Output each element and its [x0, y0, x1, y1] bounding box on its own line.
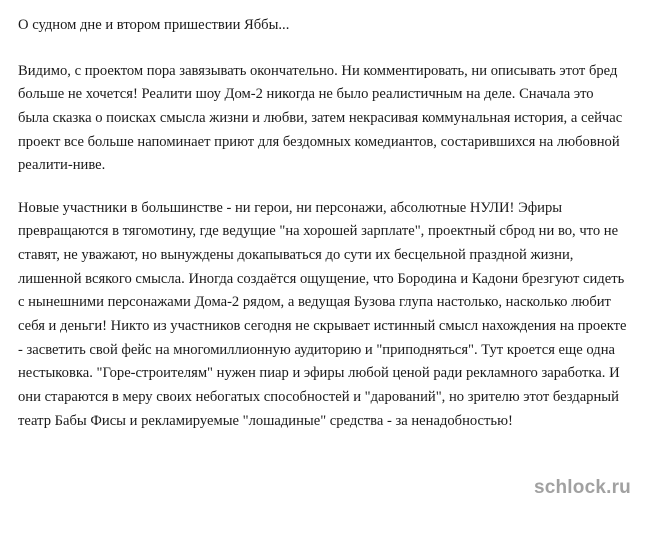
watermark-label: schlock.ru — [533, 477, 631, 498]
article-paragraph: Новые участники в большинстве - ни герои, ни персонажи, абсолютные НУЛИ! Эфиры превращаются в тягомотину, где ведущие "на хорошей зарплате", проектный сброд ни во, что не ставят, не уважают, но вынуждены докапываться до сути их бесцельной праздной жизни, лишенной всякого смысла. Иногда создаётся ощущение, что Бородина и Кадони брезгуют сидеть с нынешними персонажами Дома-2 рядом, а ведущая Бузова глупа настолько, насколько любит себя и деньги! Никто из участников сегодня не скрывает истинный смысл нахождения на проекте - засветить свой фейс на многомиллионную аудиторию и "приподняться". Тут кроется еще одна нестыковка. "Горе-строителям" нужен пиар и эфиры любой ценой ради рекламного заработка. И они стараются в меру своих небогатых способностей и "дарований", но зрителю этот бездарный театр Бабы Фисы и рекламируемые "лошадиные" средства - за ненадобностью! — [18, 199, 627, 429]
article-paragraph: Видимо, с проектом пора завязывать окончательно. Ни комментировать, ни описывать этот бред больше не хочется! Реалити шоу Дом-2 никогда не было реалистичным на деле. Сначала это была сказка о поисках смысла жизни и любви, затем некрасивая коммунальная история, а сейчас проект все больше напоминает приют для бездомных комедиантов, состарившихся на любовной реалити-ниве. — [18, 62, 623, 174]
article-body — [18, 14, 627, 433]
article-title: О судном дне и втором пришествии Яббы... — [18, 17, 290, 33]
